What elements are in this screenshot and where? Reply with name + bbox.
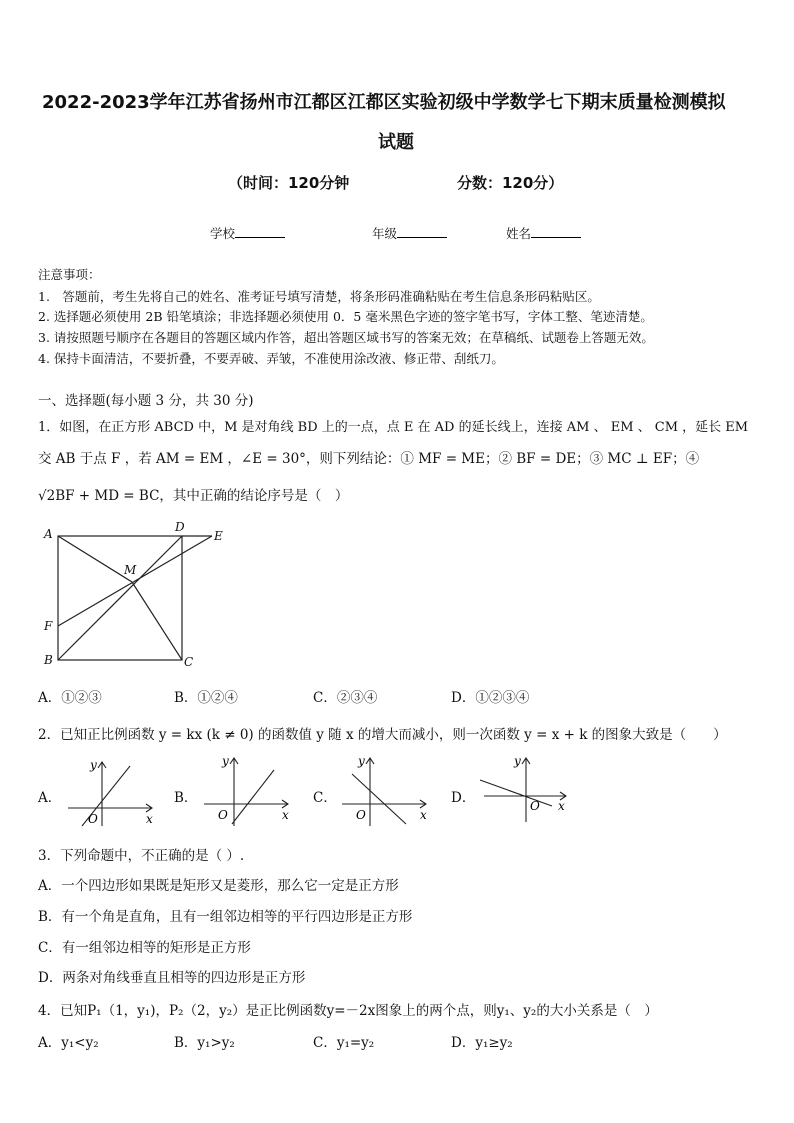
svg-text:x: x: [282, 808, 289, 822]
q2-graph-c: [334, 752, 434, 828]
q1-stem-line3: √2BF + MD = BC，其中正确的结论序号是（ ）: [38, 488, 349, 504]
q4-option-c[interactable]: C．y₁=y₂: [313, 1035, 375, 1051]
exam-time: （时间：120分钟: [228, 174, 350, 192]
segment-am: [58, 536, 132, 582]
q2-option-b[interactable]: B．: [174, 790, 198, 806]
note-item: 1. 答题前，考生先将自己的姓名、准考证号填写清楚，将条形码准确粘贴在考生信息条形码粘贴区。: [38, 289, 600, 304]
q1-option-c[interactable]: C．②③④: [313, 690, 378, 706]
exam-score: 分数：120分）: [457, 174, 564, 192]
q1-option-b[interactable]: B．①②④: [174, 690, 238, 706]
grade-label: 年级: [372, 226, 398, 241]
q4-option-b[interactable]: B．y₁>y₂: [174, 1035, 235, 1051]
q3-option-b[interactable]: B．有一个角是直角，且有一组邻边相等的平行四边形是正方形: [38, 909, 413, 925]
q2-graph-b: [196, 752, 296, 828]
svg-text:x: x: [420, 808, 427, 822]
q1-square-figure: [36, 520, 236, 670]
name-label: 姓名: [506, 226, 532, 241]
q2-option-c[interactable]: C．: [313, 790, 337, 806]
q2-graph-d: [474, 752, 574, 824]
label-d: D: [175, 520, 185, 534]
section-heading: 一、选择题(每小题 3 分，共 30 分): [38, 393, 254, 409]
label-c: C: [184, 655, 194, 669]
school-label: 学校: [210, 226, 236, 241]
svg-text:O: O: [530, 799, 540, 813]
note-item: 2. 选择题必须使用 2B 铅笔填涂；非选择题必须使用 0．5 毫米黑色字迹的签字笔书写，字体工整、笔迹清楚。: [38, 309, 653, 324]
svg-text:O: O: [88, 812, 98, 826]
q3-option-d[interactable]: D．两条对角线垂直且相等的四边形是正方形: [38, 970, 306, 986]
note-item: 4. 保持卡面清洁，不要折叠，不要弄破、弄皱，不准使用涂改液、修正带、刮纸刀。: [38, 351, 504, 366]
segment-ef: [58, 536, 212, 626]
svg-text:O: O: [218, 808, 228, 822]
q1-stem-line1: 1．如图，在正方形 ABCD 中，M 是对角线 BD 上的一点，点 E 在 AD 的延长线上，连接 AM 、 EM 、 CM ，延长 EM: [38, 420, 749, 435]
graph-b-line: [232, 770, 274, 824]
svg-text:y: y: [514, 754, 521, 768]
school-field[interactable]: [210, 224, 285, 242]
grade-blank[interactable]: [397, 225, 447, 238]
school-blank[interactable]: [235, 225, 285, 238]
notes-heading: 注意事项：: [38, 267, 101, 282]
svg-text:y: y: [90, 758, 97, 772]
diagonal-bd: [58, 536, 182, 660]
q4-option-d[interactable]: D．y₁≥y₂: [451, 1035, 513, 1051]
q3-stem: 3．下列命题中，不正确的是（ ）.: [38, 848, 245, 864]
label-b: B: [44, 653, 53, 667]
grade-field[interactable]: [372, 224, 447, 242]
svg-text:O: O: [356, 808, 366, 822]
q2-stem: 2．已知正比例函数 y = kx (k ≠ 0) 的函数值 y 随 x 的增大而减小，则一次函数 y = x + k 的图象大致是（ ）: [38, 727, 727, 743]
graph-d-line: [480, 780, 552, 806]
page-title-line2: 试题: [378, 132, 414, 153]
q2-graph-a: [60, 756, 160, 828]
segment-cm: [132, 582, 182, 660]
note-item: 3. 请按照题号顺序在各题目的答题区域内作答，超出答题区域书写的答案无效；在草稿纸、试题卷上答题无效。: [38, 330, 654, 345]
q4-stem: 4．已知P₁（1，y₁)，P₂（2，y₂）是正比例函数y=－2x图象上的两个点，则y₁、y₂的大小关系是（ ）: [38, 1003, 658, 1019]
q1-stem-line2: 交 AB 于点 F ，若 AM = EM ，∠E = 30°，则下列结论：① MF = ME；② BF = DE；③ MC ⊥ EF；④: [38, 451, 700, 467]
q4-option-a[interactable]: A．y₁<y₂: [38, 1035, 99, 1051]
svg-text:x: x: [146, 812, 153, 826]
svg-text:y: y: [222, 754, 229, 768]
page-title: 2022-2023学年江苏省扬州市江都区江都区实验初级中学数学七下期末质量检测模拟: [42, 92, 726, 113]
label-a: A: [44, 527, 53, 541]
label-e: E: [214, 529, 223, 543]
q2-option-a[interactable]: A．: [38, 790, 62, 806]
q2-option-d[interactable]: D．: [451, 790, 476, 806]
label-m: M: [124, 563, 137, 577]
name-blank[interactable]: [531, 225, 581, 238]
svg-text:y: y: [358, 754, 365, 768]
q3-option-a[interactable]: A．一个四边形如果既是矩形又是菱形，那么它一定是正方形: [38, 878, 399, 894]
q1-option-a[interactable]: A．①②③: [38, 690, 102, 706]
label-f: F: [44, 619, 53, 633]
q3-option-c[interactable]: C．有一组邻边相等的矩形是正方形: [38, 940, 251, 956]
name-field[interactable]: [506, 224, 581, 242]
svg-text:x: x: [558, 799, 565, 813]
q1-option-d[interactable]: D．①②③④: [451, 690, 530, 706]
